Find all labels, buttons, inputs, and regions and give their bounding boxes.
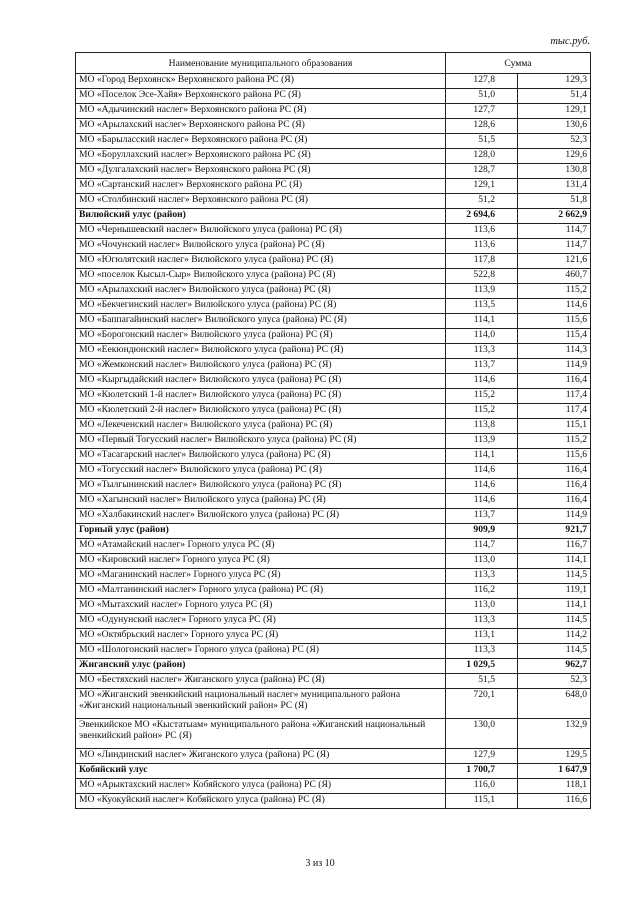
cell-name: МО «Хагынский наслег» Вилюйского улуса (района) РС (Я)	[76, 494, 446, 509]
cell-amount-1: 1 700,7	[446, 764, 518, 779]
cell-name: МО «Бестяхский наслег» Жиганского улуса (района) РС (Я)	[76, 674, 446, 689]
cell-amount-1: 113,9	[446, 284, 518, 299]
cell-amount-1: 522,8	[446, 269, 518, 284]
cell-name: МО «Кюлетский 1-й наслег» Вилюйского улуса (района) РС (Я)	[76, 389, 446, 404]
cell-amount-2: 115,2	[518, 284, 591, 299]
cell-amount-2: 115,6	[518, 314, 591, 329]
table-row	[76, 584, 591, 599]
cell-name: МО «Чочунский наслег» Вилюйского улуса (района) РС (Я)	[76, 239, 446, 254]
cell-amount-2: 114,6	[518, 299, 591, 314]
cell-name: МО «Тасагарский наслег» Вилюйского улуса (района) РС (Я)	[76, 449, 446, 464]
cell-name: МО «Дулгалахский наслег» Верхоянского района РС (Я)	[76, 164, 446, 179]
budget-table	[75, 52, 591, 809]
cell-name: МО «Сартанский наслег» Верхоянского района РС (Я)	[76, 179, 446, 194]
cell-name: МО «Одунунский наслег» Горного улуса РС (Я)	[76, 614, 446, 629]
cell-amount-1: 116,0	[446, 779, 518, 794]
table-row	[76, 194, 591, 209]
table-row	[76, 404, 591, 419]
cell-amount-2: 115,1	[518, 419, 591, 434]
cell-name: МО «Куокуйский наслег» Кобяйского улуса (района) РС (Я)	[76, 794, 446, 809]
cell-name: МО «Жиганский эвенкийский национальный наслег» муниципального района «Жиганский национальный эвенкийский район» РС (Я)	[76, 689, 446, 719]
table-row	[76, 179, 591, 194]
table-row	[76, 359, 591, 374]
table-row	[76, 374, 591, 389]
cell-amount-2: 117,4	[518, 404, 591, 419]
table-row	[76, 614, 591, 629]
cell-amount-2: 115,6	[518, 449, 591, 464]
cell-amount-2: 115,4	[518, 329, 591, 344]
cell-amount-1: 128,6	[446, 119, 518, 134]
cell-name: МО «Мытахский наслег» Горного улуса РС (Я)	[76, 599, 446, 614]
cell-amount-2: 121,6	[518, 254, 591, 269]
table-row	[76, 509, 591, 524]
column-header-amount: Сумма	[446, 53, 591, 74]
cell-amount-2: 114,5	[518, 614, 591, 629]
cell-amount-1: 128,0	[446, 149, 518, 164]
cell-amount-2: 115,2	[518, 434, 591, 449]
table-row	[76, 434, 591, 449]
cell-name: Вилюйский улус (район)	[76, 209, 446, 224]
cell-amount-1: 129,1	[446, 179, 518, 194]
cell-amount-1: 114,6	[446, 479, 518, 494]
table-row	[76, 224, 591, 239]
table-row	[76, 494, 591, 509]
cell-amount-2: 129,5	[518, 749, 591, 764]
cell-amount-1: 117,8	[446, 254, 518, 269]
cell-amount-1: 113,3	[446, 614, 518, 629]
cell-name: Горный улус (район)	[76, 524, 446, 539]
page-number: 3 из 10	[305, 858, 335, 869]
cell-amount-1: 113,3	[446, 644, 518, 659]
table-row	[76, 389, 591, 404]
cell-amount-2: 116,4	[518, 479, 591, 494]
cell-name: МО «Октябрьский наслег» Горного улуса РС (Я)	[76, 629, 446, 644]
cell-amount-1: 113,0	[446, 599, 518, 614]
cell-name: МО «Кировский наслег» Горного улуса РС (Я)	[76, 554, 446, 569]
cell-amount-2: 119,1	[518, 584, 591, 599]
cell-amount-2: 132,9	[518, 719, 591, 749]
cell-amount-2: 460,7	[518, 269, 591, 284]
cell-amount-1: 113,5	[446, 299, 518, 314]
table-row	[76, 284, 591, 299]
cell-amount-2: 131,4	[518, 179, 591, 194]
table-body	[76, 74, 591, 809]
units-label: тыс.руб.	[550, 36, 590, 47]
cell-name: МО «Арылахский наслег» Верхоянского района РС (Я)	[76, 119, 446, 134]
cell-name: МО «Город Верхоянск» Верхоянского района РС (Я)	[76, 74, 446, 89]
table-row	[76, 419, 591, 434]
cell-name: МО «поселок Кысыл-Сыр» Вилюйского улуса (района) РС (Я)	[76, 269, 446, 284]
table-row	[76, 569, 591, 584]
table-row	[76, 449, 591, 464]
cell-amount-2: 114,7	[518, 224, 591, 239]
table-row	[76, 629, 591, 644]
cell-amount-1: 114,7	[446, 539, 518, 554]
cell-amount-2: 129,3	[518, 74, 591, 89]
table-row	[76, 134, 591, 149]
cell-amount-1: 115,1	[446, 794, 518, 809]
cell-amount-1: 51,5	[446, 134, 518, 149]
cell-amount-2: 114,3	[518, 344, 591, 359]
cell-amount-1: 113,0	[446, 554, 518, 569]
cell-name: МО «Арыктахский наслег» Кобяйского улуса (района) РС (Я)	[76, 779, 446, 794]
cell-amount-2: 117,4	[518, 389, 591, 404]
table-row	[76, 299, 591, 314]
cell-amount-1: 720,1	[446, 689, 518, 719]
cell-name: МО «Барыласский наслег» Верхоянского района РС (Я)	[76, 134, 446, 149]
cell-name: МО «Баппагайинский наслег» Вилюйского улуса (района) РС (Я)	[76, 314, 446, 329]
cell-amount-2: 114,7	[518, 239, 591, 254]
cell-amount-2: 114,5	[518, 569, 591, 584]
cell-name: МО «Халбакинский наслег» Вилюйского улуса (района) РС (Я)	[76, 509, 446, 524]
cell-amount-2: 962,7	[518, 659, 591, 674]
cell-amount-1: 127,7	[446, 104, 518, 119]
cell-amount-2: 114,9	[518, 359, 591, 374]
cell-amount-2: 1 647,9	[518, 764, 591, 779]
cell-amount-1: 51,0	[446, 89, 518, 104]
cell-name: МО «Кыргыдайский наслег» Вилюйского улуса (района) РС (Я)	[76, 374, 446, 389]
table-row	[76, 674, 591, 689]
table-row	[76, 314, 591, 329]
cell-amount-2: 51,8	[518, 194, 591, 209]
cell-amount-2: 116,4	[518, 374, 591, 389]
table-row	[76, 719, 591, 749]
cell-name: МО «Боруллахский наслег» Верхоянского района РС (Я)	[76, 149, 446, 164]
cell-name: МО «Жемконский наслег» Вилюйского улуса (района) РС (Я)	[76, 359, 446, 374]
cell-name: Эвенкийское МО «Кыстатыам» муниципального района «Жиганский национальный эвенкийский район» РС (Я)	[76, 719, 446, 749]
cell-amount-1: 113,8	[446, 419, 518, 434]
cell-name: МО «Арылахский наслег» Вилюйского улуса (района) РС (Я)	[76, 284, 446, 299]
table-row	[76, 644, 591, 659]
cell-amount-1: 114,1	[446, 449, 518, 464]
cell-name: МО «Борогонский наслег» Вилюйского улуса (района) РС (Я)	[76, 329, 446, 344]
cell-amount-1: 113,3	[446, 344, 518, 359]
table-row	[76, 149, 591, 164]
table-row-district	[76, 659, 591, 674]
cell-amount-2: 116,6	[518, 794, 591, 809]
cell-name: МО «Тогусский наслег» Вилюйского улуса (района) РС (Я)	[76, 464, 446, 479]
cell-name: МО «Бекчегинский наслег» Вилюйского улуса (района) РС (Я)	[76, 299, 446, 314]
cell-amount-2: 116,7	[518, 539, 591, 554]
table-row	[76, 689, 591, 719]
table-row	[76, 344, 591, 359]
cell-name: МО «Атамайский наслег» Горного улуса РС (Я)	[76, 539, 446, 554]
cell-name: МО «Кюлетский 2-й наслег» Вилюйского улуса (района) РС (Я)	[76, 404, 446, 419]
cell-amount-1: 127,8	[446, 74, 518, 89]
table-row	[76, 269, 591, 284]
cell-amount-2: 114,2	[518, 629, 591, 644]
cell-amount-1: 128,7	[446, 164, 518, 179]
cell-amount-2: 51,4	[518, 89, 591, 104]
cell-amount-1: 113,6	[446, 224, 518, 239]
cell-amount-1: 115,2	[446, 404, 518, 419]
table-row	[76, 599, 591, 614]
cell-amount-1: 113,7	[446, 509, 518, 524]
cell-amount-1: 113,6	[446, 239, 518, 254]
table-row	[76, 239, 591, 254]
cell-amount-1: 113,1	[446, 629, 518, 644]
cell-name: Жиганский улус (район)	[76, 659, 446, 674]
column-header-name: Наименование муниципального образования	[76, 53, 446, 74]
cell-name: МО «Маганинский наслег» Горного улуса РС (Я)	[76, 569, 446, 584]
table-row	[76, 119, 591, 134]
table-row	[76, 794, 591, 809]
cell-amount-2: 52,3	[518, 674, 591, 689]
cell-name: МО «Тылгынинский наслег» Вилюйского улуса (района) РС (Я)	[76, 479, 446, 494]
cell-amount-2: 130,6	[518, 119, 591, 134]
table-row	[76, 539, 591, 554]
table-row	[76, 74, 591, 89]
table-row	[76, 479, 591, 494]
cell-amount-2: 648,0	[518, 689, 591, 719]
cell-amount-2: 129,6	[518, 149, 591, 164]
table-row	[76, 779, 591, 794]
table-row	[76, 89, 591, 104]
cell-amount-1: 127,9	[446, 749, 518, 764]
cell-amount-2: 116,4	[518, 494, 591, 509]
cell-amount-1: 114,1	[446, 314, 518, 329]
table-row	[76, 554, 591, 569]
cell-name: МО «Шологонский наслег» Горного улуса (района) РС (Я)	[76, 644, 446, 659]
cell-amount-1: 114,6	[446, 464, 518, 479]
cell-amount-1: 51,5	[446, 674, 518, 689]
cell-amount-2: 114,9	[518, 509, 591, 524]
table-row	[76, 329, 591, 344]
cell-amount-1: 116,2	[446, 584, 518, 599]
cell-name: МО «Малтанинский наслег» Горного улуса (района) РС (Я)	[76, 584, 446, 599]
cell-name: МО «Еекюндюнский наслег» Вилюйского улуса (района) РС (Я)	[76, 344, 446, 359]
cell-amount-1: 51,2	[446, 194, 518, 209]
cell-amount-1: 114,6	[446, 494, 518, 509]
table-row	[76, 464, 591, 479]
cell-amount-1: 113,9	[446, 434, 518, 449]
table-row	[76, 104, 591, 119]
cell-name: Кобяйский улус	[76, 764, 446, 779]
cell-amount-2: 129,1	[518, 104, 591, 119]
table-row-district	[76, 764, 591, 779]
cell-amount-2: 114,5	[518, 644, 591, 659]
table-row	[76, 164, 591, 179]
table-row	[76, 254, 591, 269]
table-row-district	[76, 524, 591, 539]
table-row	[76, 749, 591, 764]
table-header-row	[76, 53, 591, 74]
cell-amount-1: 909,9	[446, 524, 518, 539]
cell-name: МО «Поселок Эсе-Хайя» Верхоянского района РС (Я)	[76, 89, 446, 104]
cell-name: МО «Адычинский наслег» Верхоянского района РС (Я)	[76, 104, 446, 119]
cell-amount-2: 52,3	[518, 134, 591, 149]
cell-amount-2: 114,1	[518, 554, 591, 569]
cell-name: МО «Югюлятский наслег» Вилюйского улуса (района) РС (Я)	[76, 254, 446, 269]
cell-amount-2: 116,4	[518, 464, 591, 479]
cell-amount-1: 115,2	[446, 389, 518, 404]
cell-amount-1: 130,0	[446, 719, 518, 749]
cell-amount-1: 114,0	[446, 329, 518, 344]
cell-amount-2: 118,1	[518, 779, 591, 794]
table-row-district	[76, 209, 591, 224]
cell-name: МО «Первый Тогусский наслег» Вилюйского улуса (района) РС (Я)	[76, 434, 446, 449]
cell-amount-1: 1 029,5	[446, 659, 518, 674]
cell-amount-2: 130,8	[518, 164, 591, 179]
cell-name: МО «Лекеченский наслег» Вилюйского улуса (района) РС (Я)	[76, 419, 446, 434]
cell-name: МО «Чернышевский наслег» Вилюйского улуса (района) РС (Я)	[76, 224, 446, 239]
cell-name: МО «Столбинский наслег» Верхоянского района РС (Я)	[76, 194, 446, 209]
cell-amount-1: 114,6	[446, 374, 518, 389]
cell-amount-2: 2 662,9	[518, 209, 591, 224]
cell-amount-1: 113,3	[446, 569, 518, 584]
cell-amount-2: 114,1	[518, 599, 591, 614]
cell-amount-1: 2 694,6	[446, 209, 518, 224]
cell-amount-1: 113,7	[446, 359, 518, 374]
cell-amount-2: 921,7	[518, 524, 591, 539]
cell-name: МО «Линдинский наслег» Жиганского улуса (района) РС (Я)	[76, 749, 446, 764]
